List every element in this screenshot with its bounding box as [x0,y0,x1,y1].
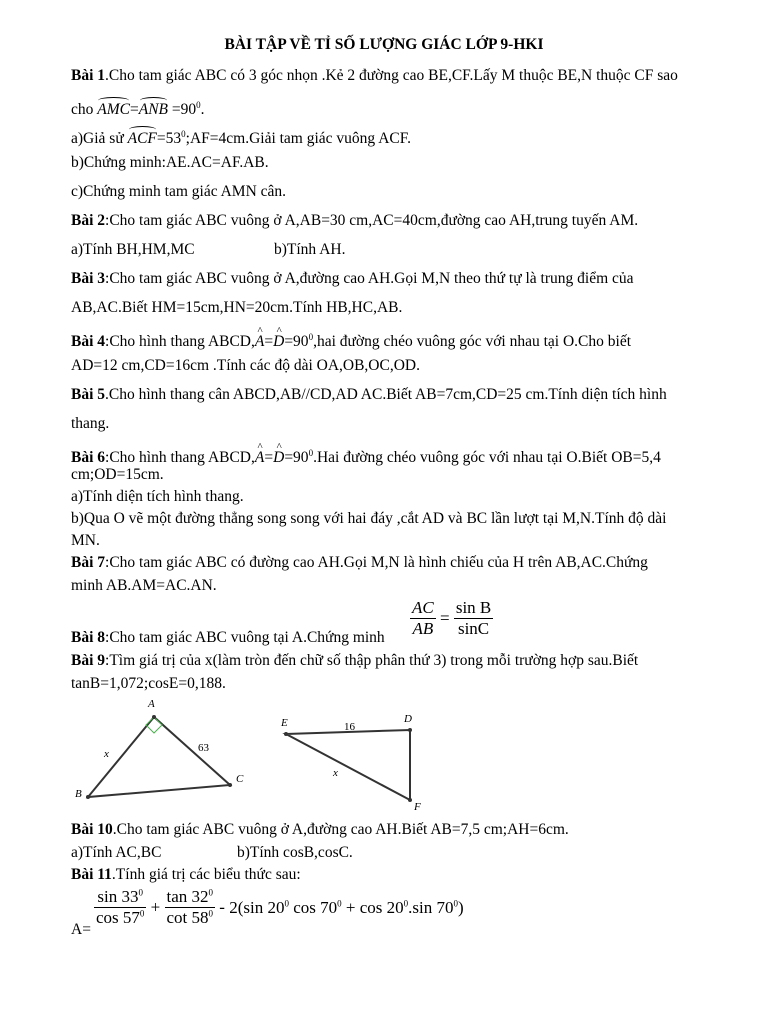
bai2-part-a: a)Tính BH,HM,MC [71,241,195,258]
bai6-part-b1: b)Qua O vẽ một đường thẳng song song với hai đáy ,cắt AD và BC lần lượt tại M,N.Tính độ dài [71,510,667,527]
bai1-line1: Bài 1.Cho tam giác ABC có 3 góc nhọn .Kẻ 2 đường cao BE,CF.Lấy M thuộc BE,N thuộc CF sao [71,67,678,84]
bai4-line1: Bài 4:Cho hình thang ABCD,^ A=^ $D=90^0,hai$ đường chéo vuông góc với nhau tại O.Cho biết [71,327,631,352]
bai4-label: Bài 4 [71,333,106,351]
triangle-abc [88,717,230,797]
bai6-label: Bài 6 [71,449,106,467]
angle-a-hat: ^ A [255,332,264,352]
bai7-line1: Bài 7:Cho tam giác ABC có đường cao AH.Gọi M,N là hình chiếu của H trên AB,AC.Chứng [71,554,648,571]
triangle-edf [286,730,410,800]
vertex-b-label: B [75,788,82,800]
bai9-label: Bài 9 [71,652,106,669]
fraction-sinb-sinc: $\frac{\text{sin B}}{\sin C}$ [455,598,492,638]
bai10-label: Bài 10 [71,821,113,838]
fraction-sin33-cos57: $\frac{\sin 33^0}{\cos 57^0}$ [96,887,145,927]
bai6-part-a: a)Tính diện tích hình thang. [71,488,244,505]
bai10-line1: Bài 10.Cho tam giác ABC vuông ở A,đường cao AH.Biết AB=7,5 cm;AH=6cm. [71,821,569,838]
bai2-part-b: b)Tính AH. [274,241,346,258]
bai11-expression: $\frac{\sin 33^0}{\cos 57^0}$ + $\frac{\tan 32^0}{\cot 58^0}$ - 2(sin $20^0$ $\cos 70^0 + \cos 20^0.\sin$ $70^0$) [96,887,464,927]
bai3-line2: AB,AC.Biết HM=15cm,HN=20cm.Tính HB,HC,AB. [71,299,403,316]
bai10-part-a: a)Tính AC,BC [71,844,162,861]
angle-d-hat: ^ D [273,448,284,468]
angle-acf: ACF [127,130,157,148]
vertex-c-label: C [236,773,244,785]
document-title: BÀI TẬP VỀ TỈ SỐ LƯỢNG GIÁC LỚP 9-HKI [224,36,544,53]
side-x-label: x [333,767,338,779]
angle-d-hat: ^ D [273,332,284,352]
side-16-label: 16 [344,721,355,733]
fraction-ac-ab: $\frac{AC}{AB}$ [412,598,434,638]
bai5-line1: Bài 5.Cho hình thang cân ABCD,AB//CD,AD AC.Biết AB=7cm,CD=25 cm.Tính diện tích hình [71,386,667,403]
bai11-label: Bài 11 [71,866,112,883]
bai7-line2: minh AB.AM=AC.AN. [71,577,217,594]
bai9-line2: tanB=1,072;cosE=0,188. [71,675,226,692]
bai4-line2: AD=12 cm,CD=16cm .Tính các độ dài OA,OB,OC,OD. [71,357,420,374]
bai1-part-a: a)Giả sử $ACF=53^0;AF=4cm.Giải$ tam giác vuông ACF. [71,129,411,148]
fraction-tan32-cot58: $\frac{\tan 32^0}{\cot 58^0}$ [166,887,214,927]
bai3-label: Bài 3 [71,270,106,287]
bai11-a-label: A= [71,921,91,938]
triangle-edf-figure [276,708,432,816]
bai8-formula: $\frac{AC}{AB}$ = $\frac{\text{sin B}}{\sin C}$ [412,598,492,638]
bai3-line1: Bài 3:Cho tam giác ABC vuông ở A,đường cao AH.Gọi M,N theo thứ tự là trung điểm của [71,270,634,287]
bai6-line1: Bài 6:Cho hình thang ABCD,^ A=^ $D=90^0.Hai$ đường chéo vuông góc với nhau tại O.Biết OB=5,4 [71,443,661,468]
vertex-d-label: D [404,713,412,725]
bai8-label: Bài 8 [71,629,106,646]
bai9-line1: Bài 9:Tìm giá trị của x(làm tròn đến chữ số thập phân thứ 3) trong mỗi trường hợp sau.Biết [71,652,639,669]
vertex-f-label: F [414,801,421,813]
vertex-a-label: A [148,698,155,710]
bai11-line1: Bài 11.Tính giá trị các biểu thức sau: [71,866,301,883]
bai1-label: Bài 1 [71,67,106,84]
bai1-part-b: b)Chứng minh:AE.AC=AF.AB. [71,154,269,171]
bai2-label: Bài 2 [71,212,106,229]
bai6-part-b2: MN. [71,532,100,549]
vertex-e-label: E [281,717,288,729]
bai8-line1: Bài 8:Cho tam giác ABC vuông tại A.Chứng minh [71,629,385,646]
bai2-line1: Bài 2:Cho tam giác ABC vuông ở A,AB=30 cm,AC=40cm,đường cao AH,trung tuyến AM. [71,212,639,229]
angle-amc: AMC [97,101,130,119]
angle-a-hat: ^ A [255,448,264,468]
trig-bracket-expression: 2(sin $20^0$ $\cos 70^0 + \cos 20^0.\sin$ $70^0$) [229,897,464,917]
bai1-part-c: c)Chứng minh tam giác AMN cân. [71,183,287,200]
bai7-label: Bài 7 [71,554,106,571]
bai5-label: Bài 5 [71,386,106,403]
bai10-part-b: b)Tính cosB,cosC. [237,844,353,861]
triangle-abc-figure [70,695,260,807]
bai5-line2: thang. [71,415,110,432]
angle-anb: ANB [138,101,169,119]
side-x-label: x [104,748,109,760]
side-63-label: 63 [198,742,209,754]
bai1-line2: cho $AMC=ANB =90^0$. [71,100,205,119]
bai6-line2: cm;OD=15cm. [71,466,164,483]
